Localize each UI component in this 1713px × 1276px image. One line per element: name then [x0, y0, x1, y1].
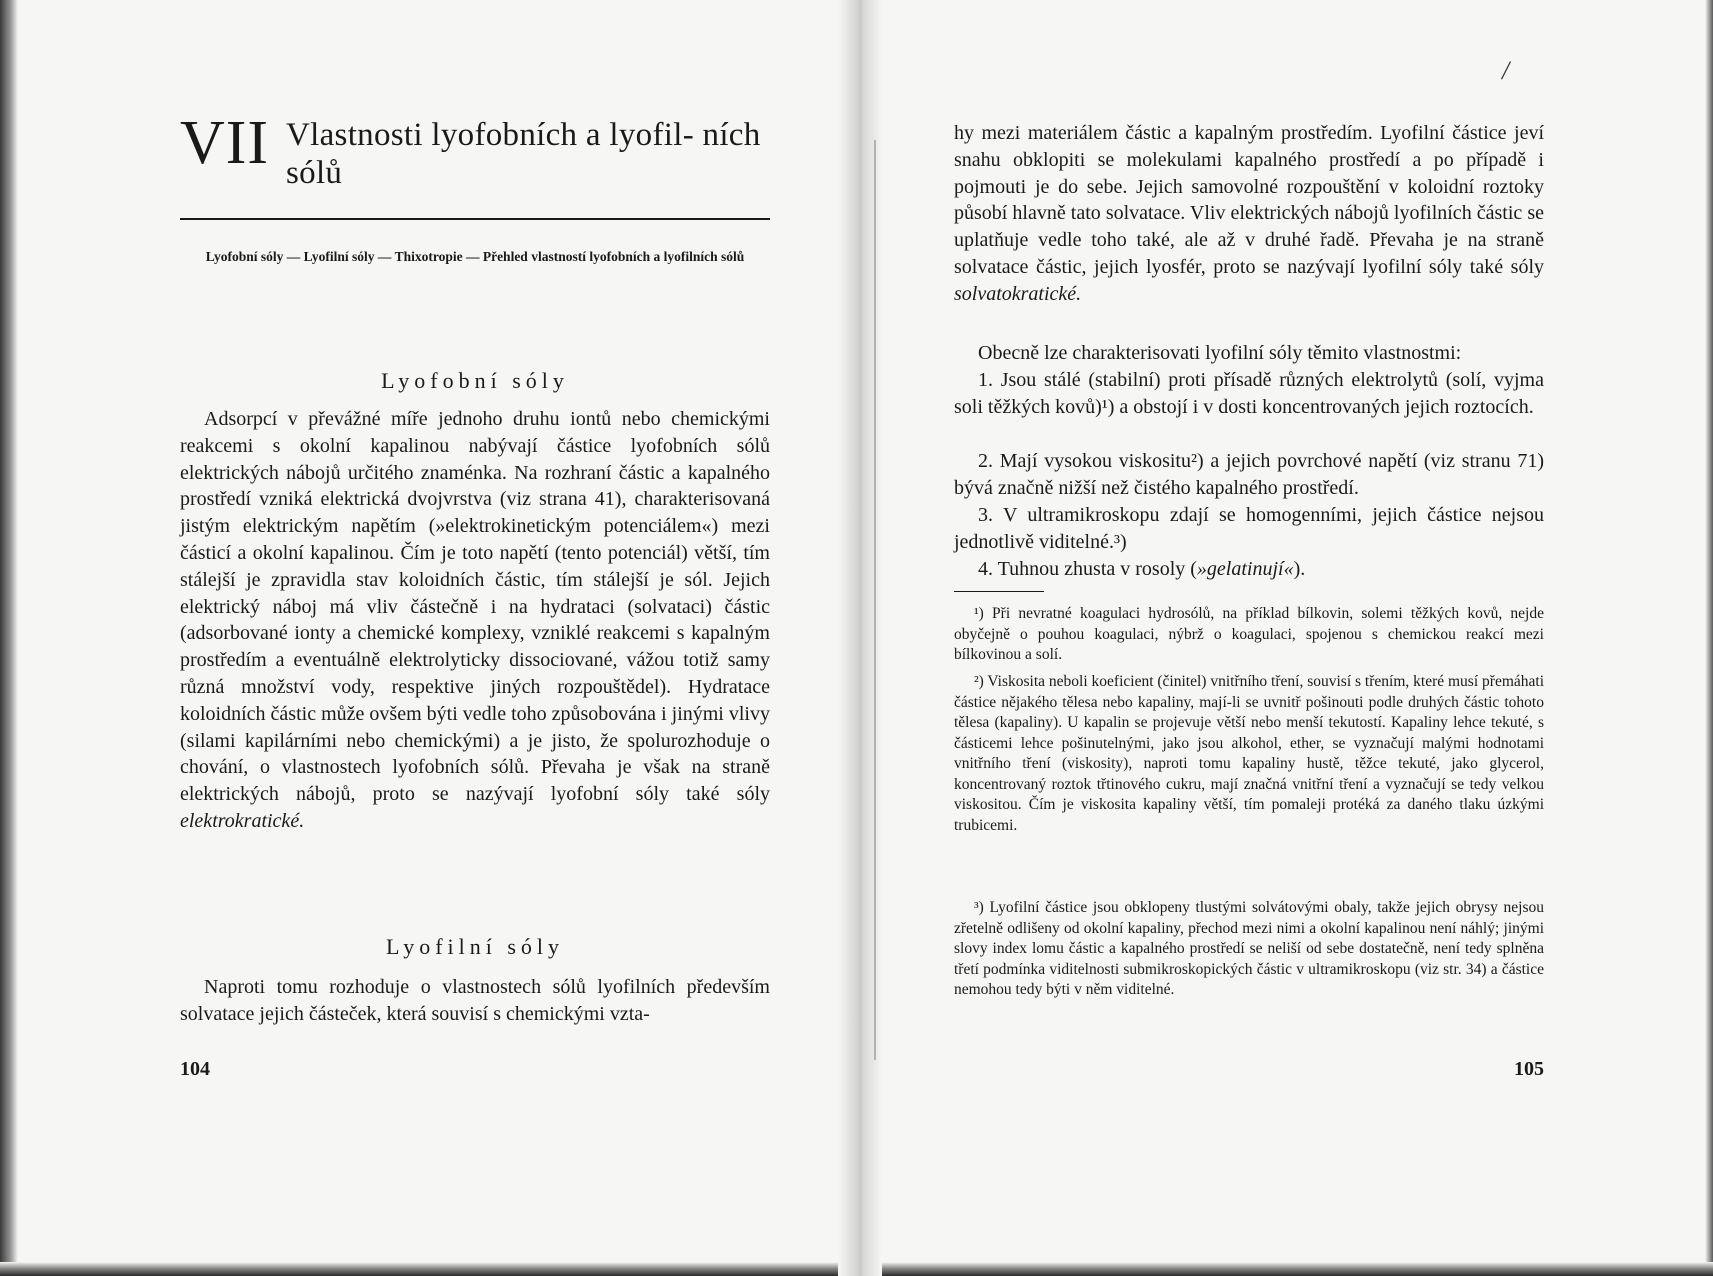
property-item-2: 2. Mají vysokou viskositu²) a jejich povrchové napětí (viz stranu 71) bývá značně nižší než čistého kapalného prostředí. [954, 450, 1544, 499]
property-item-4-end: ). [1293, 558, 1306, 580]
property-item-4 [954, 556, 1544, 583]
left-page [180, 0, 770, 1276]
stray-pen-mark: / [1502, 56, 1510, 85]
page-edge-shadow-left [0, 0, 18, 1276]
right-paragraph-1-italic: solvatokratické. [954, 282, 1082, 305]
chapter-title: Vlastnosti lyofobních a lyofil- ních sólů [286, 117, 761, 191]
section-heading-lyofobni: Lyofobní sóly [381, 368, 569, 393]
section-text-lyofobni-italic: elektrokratické. [180, 809, 305, 832]
right-page [954, 0, 1544, 1276]
footnote-2: ²) Viskosita neboli koeficient (činitel) vnitřního tření, souvisí s třením, které musí přemáhati částice nějakého tělesa nebo kapaliny, mají-li se uvnitř pošinouti podle druhých částic tohoto tělesa (kapaliny). U kapalin se projevuje větší nebo menší tekutostí. Kapaliny lehce tekuté, s částicemi lehce pošinutelnými, jako jsou alkohol, ether, se vyznačují malými hodnotami vnitřního tření (viskosity), naproti tomu kapaliny hustě, těžce tekuté, jako glycerol, koncentrovaný roztok třtinového cukru, mají značná vnitřní tření a vyznačují se tedy velkou viskositou. Čím je viskosita kapaliny větší, tím pomaleji protéká za daného tlaku úzkými trubicemi. [954, 673, 1544, 834]
section-text-lyofobni [180, 406, 770, 835]
property-item-3: 3. V ultramikroskopu zdají se homogenními, jejich částice nejsou jednotlivě viditelné.³) [954, 504, 1544, 553]
footnote-1: ¹) Při nevratné koagulaci hydrosólů, na příklad bílkovin, solemi těžkých kovů, nejde obyčejně o pouhou koagulaci, nýbrž o koagulaci, spojenou s chemickou reakcí mezi bílkovinou a solí. [954, 605, 1544, 663]
chapter-header [180, 109, 770, 202]
property-item-1: 1. Jsou stálé (stabilní) proti přísadě různých elektrolytů (solí, vyjma soli těžkých kovů)¹) a obstojí i v dosti koncentrovaných jejich roztocích. [954, 369, 1544, 418]
page-number-right: 105 [1514, 1058, 1544, 1080]
page-number-left: 104 [180, 1058, 210, 1080]
page-edge-shadow-right [1705, 0, 1713, 1276]
property-item-4-body: 4. Tuhnou zhusta v rosoly ( [978, 558, 1197, 580]
chapter-summary: Lyofobní sóly — Lyofilní sóly — Thixotropie — Přehled vlastností lyofobních a lyofilních sólů [205, 249, 745, 264]
section-text-lyofilni: Naproti tomu rozhoduje o vlastnostech sólů lyofilních především solvatace jejich částeček, která souvisí s chemickými vzta- [180, 976, 770, 1025]
section-heading-lyofilni: Lyofilní sóly [385, 934, 565, 959]
footnote-rule [954, 591, 1044, 592]
footnote-3: ³) Lyofilní částice jsou obklopeny tlustými solvátovými obaly, takže jejich obrysy nejsou zřetelně odlišeny od okolní kapaliny, přechod mezi nimi a okolní kapalinou není náhlý; jinými slovy index lomu částic a kapalného prostředí se neliší od sebe dostatečně, není tedy splněna třetí podmínka viditelnosti submikroskopických částic v ultramikroskopu (viz str. 34) a částice nemohou tedy býti v něm viditelné. [954, 899, 1544, 998]
chapter-number: VII [180, 109, 270, 177]
right-paragraph-2: Obecně lze charakterisovati lyofilní sóly těmito vlastnostmi: [978, 342, 1462, 364]
property-item-4-italic: »gelatinují« [1196, 558, 1294, 580]
right-paragraph-1-body: hy mezi materiálem částic a kapalným prostředím. Lyofilní částice jeví snahu obklopiti se molekulami kapalného prostředí a po případě i pojmouti je do sebe. Jejich samovolné rozpouštění v koloidní roztoky působí hlavně tato solvatace. Vliv elektrických nábojů lyofilních částic se uplatňuje vedle toho také, ale až v druhé řadě. Převaha je na straně solvatace částic, jejich lyosfér, proto se nazývají lyofilní sóly také sóly [954, 122, 1544, 278]
gutter-crease [874, 140, 876, 1060]
chapter-rule [180, 218, 770, 220]
right-paragraph-1 [954, 120, 1544, 308]
section-text-lyofobni-body: Adsorpcí v převážné míře jednoho druhu iontů nebo chemickými reakcemi s okolní kapalinou nabývají částice lyofobních sólů elektrických nábojů určitého znaménka. Na rozhraní částic a kapalného prostředí vzniká elektrická dvojvrstva (viz strana 41), charakterisovaná jistým elektrickým napětím (»elektrokinetickým potenciálem«) mezi částicí a okolní kapalinou. Čím je toto napětí (tento potenciál) větší, tím stálejší je zpravidla stav koloidních částic, tím stálejší je sól. Jejich elektrický náboj má vliv částečně i na hydrataci (solvataci) částic (adsorbované ionty a chemické komplexy, vzniklé reakcemi s kapalným prostředím a eventuálně elektrolyticky dissociované, vážou totiž samy různá množství vody, respektive jiných rozpouštědel). Hydratace koloidních částic může ovšem býti vedle toho způsobována i jinými vlivy (silami kapilárními nebo chemickými) a je jisto, že spolurozhoduje o chování, o vlastnostech lyofobních sólů. Převaha je však na straně elektrických nábojů, proto se nazývají lyofobní sóly také sóly [180, 408, 770, 806]
